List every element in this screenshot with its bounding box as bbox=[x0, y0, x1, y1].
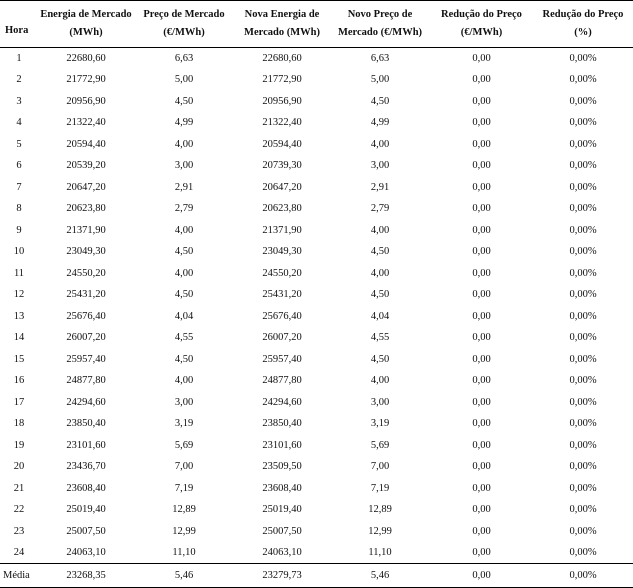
cell-nova-energia: 25676,40 bbox=[262, 310, 302, 322]
cell-reducao-pct: 0,00% bbox=[569, 203, 597, 215]
cell-novo-preco: 6,63 bbox=[370, 53, 390, 64]
cell-reducao-pct: 0,00% bbox=[569, 310, 597, 322]
cell-nova-energia: 21371,90 bbox=[262, 224, 302, 236]
cell-reducao-eur: 0,00 bbox=[472, 525, 491, 537]
cell-reducao-eur: 0,00 bbox=[472, 396, 491, 408]
table-row bbox=[0, 48, 633, 70]
cell-nova-energia: 21772,90 bbox=[262, 74, 302, 86]
cell-energia-mercado: 23850,40 bbox=[66, 418, 106, 430]
cell-reducao-eur: 0,00 bbox=[472, 353, 491, 365]
table-row bbox=[0, 456, 633, 478]
cell-novo-preco: 5,69 bbox=[370, 439, 390, 451]
cell-reducao-pct: 0,00% bbox=[569, 461, 597, 473]
cell-nova-energia: 23850,40 bbox=[262, 418, 302, 430]
table-row bbox=[0, 177, 633, 199]
cell-hora: 5 bbox=[16, 138, 22, 150]
header-novo-preco: Novo Preço de Mercado (€/MWh) bbox=[330, 1, 430, 48]
cell-nova-energia: 23101,60 bbox=[262, 439, 302, 451]
table-row bbox=[0, 306, 633, 328]
cell-nova-energia: 24877,80 bbox=[262, 375, 302, 387]
cell-preco-mercado: 3,00 bbox=[174, 396, 194, 408]
cell-novo-preco: 11,10 bbox=[368, 547, 392, 558]
cell-energia-mercado: 20623,80 bbox=[66, 203, 106, 215]
cell-energia-mercado: 20539,20 bbox=[66, 160, 106, 172]
header-hora: Hora bbox=[0, 1, 38, 48]
average-reducao-pct: 0,00% bbox=[533, 564, 633, 588]
cell-nova-energia: 23049,30 bbox=[262, 246, 302, 258]
cell-energia-mercado: 25676,40 bbox=[66, 310, 106, 322]
cell-hora: 17 bbox=[13, 396, 25, 408]
cell-reducao-pct: 0,00% bbox=[569, 439, 597, 451]
cell-novo-preco: 4,00 bbox=[370, 138, 390, 150]
cell-nova-energia: 20594,40 bbox=[262, 138, 302, 150]
cell-novo-preco: 12,99 bbox=[368, 525, 392, 537]
cell-nova-energia: 23608,40 bbox=[262, 482, 302, 494]
cell-nova-energia: 26007,20 bbox=[262, 332, 302, 344]
cell-novo-preco: 4,50 bbox=[370, 289, 390, 301]
cell-hora: 9 bbox=[16, 224, 22, 236]
cell-reducao-eur: 0,00 bbox=[472, 418, 491, 430]
cell-preco-mercado: 2,79 bbox=[174, 203, 194, 215]
cell-reducao-pct: 0,00% bbox=[569, 396, 597, 408]
cell-hora: 14 bbox=[13, 332, 25, 344]
cell-preco-mercado: 4,50 bbox=[174, 353, 194, 365]
table-row bbox=[0, 241, 633, 263]
cell-nova-energia: 25957,40 bbox=[262, 353, 302, 365]
cell-novo-preco: 4,99 bbox=[370, 117, 390, 129]
header-preco-mercado: Preço de Mercado (€/MWh) bbox=[134, 1, 234, 48]
cell-novo-preco: 4,55 bbox=[370, 332, 390, 344]
cell-reducao-pct: 0,00% bbox=[569, 289, 597, 301]
cell-reducao-pct: 0,00% bbox=[569, 74, 597, 86]
cell-preco-mercado: 4,55 bbox=[174, 332, 194, 344]
table-row bbox=[0, 220, 633, 242]
cell-energia-mercado: 22680,60 bbox=[66, 53, 106, 64]
cell-energia-mercado: 21371,90 bbox=[66, 224, 106, 236]
cell-reducao-pct: 0,00% bbox=[569, 525, 597, 537]
cell-nova-energia: 25019,40 bbox=[262, 504, 302, 516]
cell-reducao-pct: 0,00% bbox=[569, 160, 597, 172]
cell-novo-preco: 4,00 bbox=[370, 224, 390, 236]
cell-reducao-eur: 0,00 bbox=[472, 53, 491, 64]
table-row bbox=[0, 499, 633, 521]
cell-reducao-eur: 0,00 bbox=[472, 203, 491, 215]
header-reducao-preco-eur: Redução do Preço (€/MWh) bbox=[430, 1, 533, 48]
cell-novo-preco: 4,50 bbox=[370, 353, 390, 365]
cell-preco-mercado: 7,00 bbox=[174, 461, 194, 473]
cell-hora: 6 bbox=[16, 160, 22, 172]
cell-energia-mercado: 20647,20 bbox=[66, 181, 106, 193]
cell-reducao-eur: 0,00 bbox=[472, 267, 491, 279]
header-nova-energia: Nova Energia de Mercado (MWh) bbox=[234, 1, 330, 48]
cell-hora: 8 bbox=[16, 203, 22, 215]
cell-hora: 23 bbox=[13, 525, 25, 537]
cell-energia-mercado: 21772,90 bbox=[66, 74, 106, 86]
cell-novo-preco: 4,04 bbox=[370, 310, 390, 322]
cell-hora: 15 bbox=[13, 353, 25, 365]
cell-novo-preco: 3,00 bbox=[370, 396, 390, 408]
cell-energia-mercado: 23049,30 bbox=[66, 246, 106, 258]
cell-novo-preco: 12,89 bbox=[368, 504, 392, 516]
cell-hora: 3 bbox=[16, 95, 22, 107]
cell-energia-mercado: 24294,60 bbox=[66, 396, 106, 408]
cell-reducao-pct: 0,00% bbox=[569, 418, 597, 430]
cell-reducao-eur: 0,00 bbox=[472, 289, 491, 301]
cell-preco-mercado: 4,99 bbox=[174, 117, 194, 129]
cell-preco-mercado: 5,69 bbox=[174, 439, 194, 451]
average-reducao-eur: 0,00 bbox=[430, 564, 533, 588]
cell-energia-mercado: 21322,40 bbox=[66, 117, 106, 129]
average-nova-energia: 23279,73 bbox=[234, 564, 330, 588]
cell-nova-energia: 22680,60 bbox=[262, 53, 302, 64]
cell-energia-mercado: 20956,90 bbox=[66, 95, 106, 107]
cell-energia-mercado: 24877,80 bbox=[66, 375, 106, 387]
table-row bbox=[0, 327, 633, 349]
cell-hora: 24 bbox=[13, 547, 25, 558]
cell-preco-mercado: 4,04 bbox=[174, 310, 194, 322]
cell-reducao-eur: 0,00 bbox=[472, 310, 491, 322]
cell-nova-energia: 20623,80 bbox=[262, 203, 302, 215]
average-preco-mercado: 5,46 bbox=[134, 564, 234, 588]
cell-hora: 11 bbox=[13, 267, 25, 279]
cell-reducao-pct: 0,00% bbox=[569, 246, 597, 258]
cell-novo-preco: 4,00 bbox=[370, 267, 390, 279]
cell-reducao-eur: 0,00 bbox=[472, 375, 491, 387]
cell-hora: 10 bbox=[13, 246, 25, 258]
cell-reducao-pct: 0,00% bbox=[569, 138, 597, 150]
table-row bbox=[0, 155, 633, 177]
table-row bbox=[0, 284, 633, 306]
table-row bbox=[0, 69, 633, 91]
cell-nova-energia: 24294,60 bbox=[262, 396, 302, 408]
cell-preco-mercado: 5,00 bbox=[174, 74, 194, 86]
cell-reducao-pct: 0,00% bbox=[569, 375, 597, 387]
table-footer bbox=[0, 564, 633, 588]
cell-preco-mercado: 12,99 bbox=[172, 525, 196, 537]
cell-hora: 7 bbox=[16, 181, 22, 193]
cell-preco-mercado: 3,19 bbox=[174, 418, 194, 430]
cell-hora: 16 bbox=[13, 375, 25, 387]
header-energia-mercado: Energia de Mercado (MWh) bbox=[38, 1, 134, 48]
cell-hora: 12 bbox=[13, 289, 25, 301]
cell-nova-energia: 25431,20 bbox=[262, 289, 302, 301]
table-row bbox=[0, 263, 633, 285]
cell-novo-preco: 2,91 bbox=[370, 181, 390, 193]
cell-reducao-pct: 0,00% bbox=[569, 547, 597, 558]
cell-preco-mercado: 2,91 bbox=[174, 181, 194, 193]
cell-nova-energia: 20739,30 bbox=[262, 160, 302, 172]
cell-preco-mercado: 4,50 bbox=[174, 289, 194, 301]
cell-preco-mercado: 7,19 bbox=[174, 482, 194, 494]
cell-preco-mercado: 4,00 bbox=[174, 267, 194, 279]
cell-energia-mercado: 24550,20 bbox=[66, 267, 106, 279]
header-row bbox=[0, 1, 633, 48]
cell-energia-mercado: 25957,40 bbox=[66, 353, 106, 365]
cell-reducao-pct: 0,00% bbox=[569, 482, 597, 494]
cell-reducao-eur: 0,00 bbox=[472, 461, 491, 473]
cell-preco-mercado: 4,00 bbox=[174, 224, 194, 236]
table-row bbox=[0, 198, 633, 220]
cell-preco-mercado: 11,10 bbox=[172, 547, 196, 558]
cell-preco-mercado: 12,89 bbox=[172, 504, 196, 516]
cell-energia-mercado: 23608,40 bbox=[66, 482, 106, 494]
table-row bbox=[0, 435, 633, 457]
table-row bbox=[0, 478, 633, 500]
cell-hora: 1 bbox=[16, 53, 22, 64]
cell-hora: 22 bbox=[13, 504, 25, 516]
cell-reducao-eur: 0,00 bbox=[472, 138, 491, 150]
cell-hora: 21 bbox=[13, 482, 25, 494]
cell-energia-mercado: 20594,40 bbox=[66, 138, 106, 150]
cell-novo-preco: 3,00 bbox=[370, 160, 390, 172]
cell-nova-energia: 21322,40 bbox=[262, 117, 302, 129]
cell-energia-mercado: 23436,70 bbox=[66, 461, 106, 473]
cell-novo-preco: 2,79 bbox=[370, 203, 390, 215]
cell-hora: 18 bbox=[13, 418, 25, 430]
table-row bbox=[0, 521, 633, 543]
cell-hora: 20 bbox=[13, 461, 25, 473]
cell-nova-energia: 23509,50 bbox=[262, 461, 302, 473]
cell-energia-mercado: 23101,60 bbox=[66, 439, 106, 451]
cell-reducao-eur: 0,00 bbox=[472, 160, 491, 172]
table-row bbox=[0, 392, 633, 414]
cell-novo-preco: 3,19 bbox=[370, 418, 390, 430]
cell-reducao-pct: 0,00% bbox=[569, 224, 597, 236]
cell-reducao-pct: 0,00% bbox=[569, 181, 597, 193]
cell-reducao-eur: 0,00 bbox=[472, 74, 491, 86]
average-row bbox=[0, 564, 633, 588]
table-row bbox=[0, 134, 633, 156]
cell-reducao-pct: 0,00% bbox=[569, 95, 597, 107]
cell-reducao-eur: 0,00 bbox=[472, 224, 491, 236]
cell-preco-mercado: 4,50 bbox=[174, 246, 194, 258]
cell-reducao-eur: 0,00 bbox=[472, 117, 491, 129]
cell-preco-mercado: 4,00 bbox=[174, 375, 194, 387]
cell-novo-preco: 4,50 bbox=[370, 246, 390, 258]
cell-preco-mercado: 3,00 bbox=[174, 160, 194, 172]
cell-reducao-eur: 0,00 bbox=[472, 246, 491, 258]
cell-nova-energia: 20956,90 bbox=[262, 95, 302, 107]
cell-hora: 13 bbox=[13, 310, 25, 322]
cell-preco-mercado: 4,50 bbox=[174, 95, 194, 107]
cell-nova-energia: 24063,10 bbox=[262, 547, 302, 558]
cell-reducao-pct: 0,00% bbox=[569, 267, 597, 279]
cell-reducao-pct: 0,00% bbox=[569, 53, 597, 64]
cell-energia-mercado: 26007,20 bbox=[66, 332, 106, 344]
cell-reducao-eur: 0,00 bbox=[472, 504, 491, 516]
average-novo-preco: 5,46 bbox=[330, 564, 430, 588]
cell-energia-mercado: 24063,10 bbox=[66, 547, 106, 558]
table-row bbox=[0, 542, 633, 564]
cell-novo-preco: 7,19 bbox=[370, 482, 390, 494]
cell-reducao-pct: 0,00% bbox=[569, 117, 597, 129]
table-body bbox=[0, 48, 633, 564]
average-energia-mercado: 23268,35 bbox=[38, 564, 134, 588]
table-row bbox=[0, 370, 633, 392]
table-row bbox=[0, 413, 633, 435]
cell-energia-mercado: 25019,40 bbox=[66, 504, 106, 516]
cell-novo-preco: 5,00 bbox=[370, 74, 390, 86]
cell-nova-energia: 24550,20 bbox=[262, 267, 302, 279]
cell-preco-mercado: 6,63 bbox=[174, 53, 194, 64]
cell-reducao-pct: 0,00% bbox=[569, 353, 597, 365]
cell-reducao-eur: 0,00 bbox=[472, 547, 491, 558]
cell-nova-energia: 25007,50 bbox=[262, 525, 302, 537]
cell-reducao-eur: 0,00 bbox=[472, 439, 491, 451]
table-row bbox=[0, 112, 633, 134]
header-reducao-preco-pct: Redução do Preço (%) bbox=[533, 1, 633, 48]
average-label: Média bbox=[0, 564, 38, 588]
cell-hora: 2 bbox=[16, 74, 22, 86]
cell-reducao-pct: 0,00% bbox=[569, 504, 597, 516]
cell-reducao-eur: 0,00 bbox=[472, 482, 491, 494]
table-header bbox=[0, 1, 633, 48]
cell-novo-preco: 4,00 bbox=[370, 375, 390, 387]
cell-hora: 4 bbox=[16, 117, 22, 129]
cell-energia-mercado: 25007,50 bbox=[66, 525, 106, 537]
cell-reducao-eur: 0,00 bbox=[472, 332, 491, 344]
cell-preco-mercado: 4,00 bbox=[174, 138, 194, 150]
table-row bbox=[0, 91, 633, 113]
cell-reducao-eur: 0,00 bbox=[472, 95, 491, 107]
cell-hora: 19 bbox=[13, 439, 25, 451]
cell-energia-mercado: 25431,20 bbox=[66, 289, 106, 301]
cell-reducao-pct: 0,00% bbox=[569, 332, 597, 344]
cell-reducao-eur: 0,00 bbox=[472, 181, 491, 193]
table-row bbox=[0, 349, 633, 371]
cell-novo-preco: 7,00 bbox=[370, 461, 390, 473]
cell-novo-preco: 4,50 bbox=[370, 95, 390, 107]
cell-nova-energia: 20647,20 bbox=[262, 181, 302, 193]
